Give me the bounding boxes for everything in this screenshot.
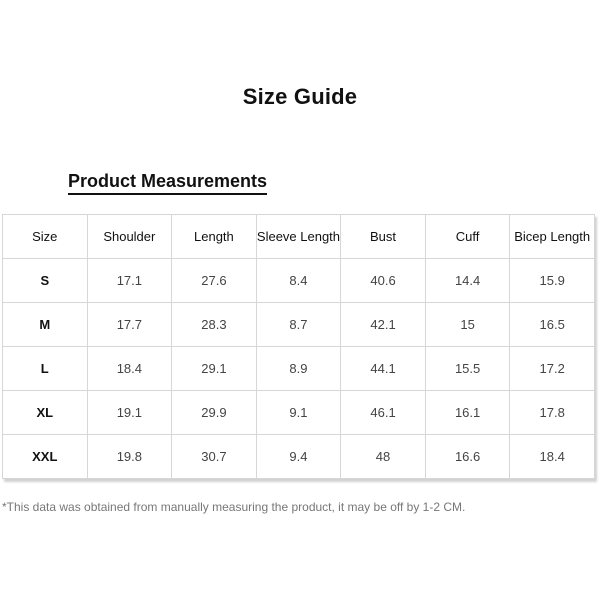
measurements-table-container (2, 214, 595, 479)
table-cell: 15.5 (425, 347, 510, 391)
table-cell: 8.9 (256, 347, 341, 391)
table-cell: 15.9 (510, 259, 595, 303)
table-cell: 48 (341, 435, 426, 479)
table-cell: 8.7 (256, 303, 341, 347)
table-cell: 40.6 (341, 259, 426, 303)
table-cell: 16.5 (510, 303, 595, 347)
size-cell: XL (3, 391, 88, 435)
table-row (3, 391, 595, 435)
page-title: Size Guide (242, 84, 358, 109)
table-row (3, 303, 595, 347)
table-cell: 19.8 (87, 435, 172, 479)
table-cell: 18.4 (87, 347, 172, 391)
table-cell: 16.1 (425, 391, 510, 435)
table-cell: 46.1 (341, 391, 426, 435)
table-cell: 8.4 (256, 259, 341, 303)
table-cell: 14.4 (425, 259, 510, 303)
table-cell: 42.1 (341, 303, 426, 347)
table-row (3, 435, 595, 479)
table-cell: 17.8 (510, 391, 595, 435)
table-row (3, 347, 595, 391)
table-cell: 27.6 (172, 259, 257, 303)
table-header-row (3, 215, 595, 259)
size-cell: XXL (3, 435, 88, 479)
table-cell: 17.2 (510, 347, 595, 391)
table-cell: 28.3 (172, 303, 257, 347)
table-cell: 16.6 (425, 435, 510, 479)
measurements-table (2, 214, 595, 479)
table-row (3, 259, 595, 303)
header-size: Size (3, 215, 88, 259)
table-cell: 29.1 (172, 347, 257, 391)
size-cell: S (3, 259, 88, 303)
header-shoulder: Shoulder (87, 215, 172, 259)
table-cell: 44.1 (341, 347, 426, 391)
section-title: Product Measurements (68, 171, 267, 195)
table-cell: 17.1 (87, 259, 172, 303)
header-bicep-length: Bicep Length (510, 215, 595, 259)
table-cell: 30.7 (172, 435, 257, 479)
table-cell: 17.7 (87, 303, 172, 347)
table-cell: 18.4 (510, 435, 595, 479)
size-cell: L (3, 347, 88, 391)
header-sleeve-length: Sleeve Length (256, 215, 341, 259)
header-cuff: Cuff (425, 215, 510, 259)
table-cell: 29.9 (172, 391, 257, 435)
header-bust: Bust (341, 215, 426, 259)
header-length: Length (172, 215, 257, 259)
measurement-disclaimer: *This data was obtained from manually measuring the product, it may be off by 1-2 CM. (2, 500, 466, 514)
table-cell: 15 (425, 303, 510, 347)
table-cell: 19.1 (87, 391, 172, 435)
table-cell: 9.4 (256, 435, 341, 479)
table-cell: 9.1 (256, 391, 341, 435)
size-cell: M (3, 303, 88, 347)
